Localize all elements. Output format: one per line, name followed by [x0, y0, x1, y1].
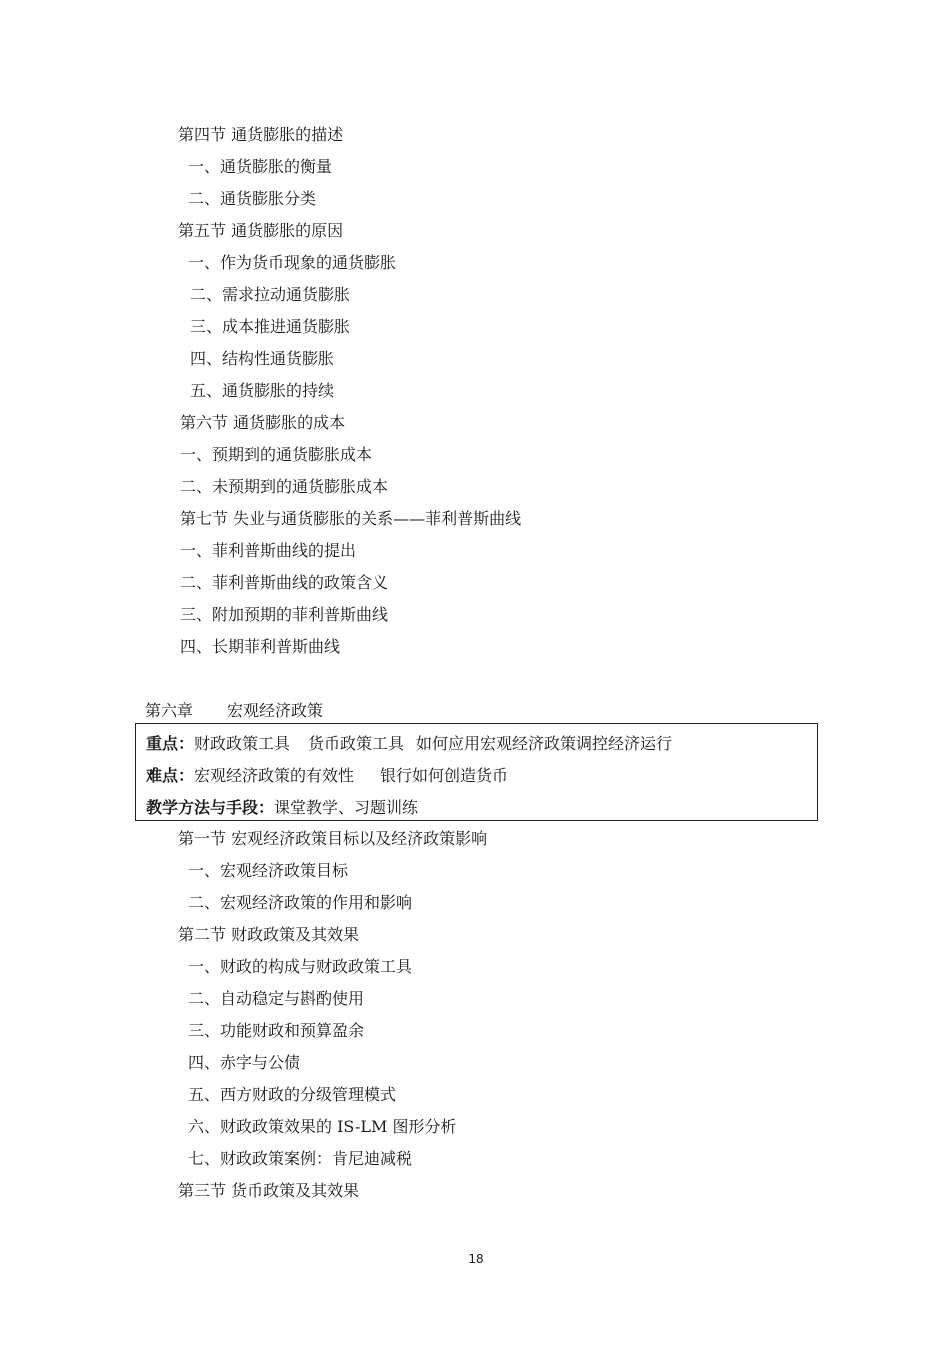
teaching-method-text: 课堂教学、习题训练 [274, 798, 419, 817]
outline-item: 三、成本推进通货膨胀 [190, 317, 351, 336]
key-point-item: 财政政策工具 [194, 734, 291, 753]
outline-item: 四、长期菲利普斯曲线 [180, 637, 341, 656]
outline-item: 四、赤字与公债 [188, 1053, 301, 1072]
key-point-item: 货币政策工具 [308, 734, 405, 753]
section-heading: 第四节 通货膨胀的描述 [178, 125, 344, 144]
outline-item: 二、菲利普斯曲线的政策含义 [180, 573, 389, 592]
section-heading: 第一节 宏观经济政策目标以及经济政策影响 [178, 829, 488, 848]
difficulty-row [146, 766, 508, 786]
teaching-method-label: 教学方法与手段： [146, 798, 275, 817]
outline-item: 二、通货膨胀分类 [188, 189, 317, 208]
chapter-heading [145, 701, 323, 721]
teaching-method-row [146, 798, 418, 818]
outline-item: 三、附加预期的菲利普斯曲线 [180, 605, 389, 624]
difficulty-item: 银行如何创造货币 [380, 766, 509, 785]
key-points-row [146, 734, 672, 754]
outline-item: 七、财政政策案例：肯尼迪减税 [188, 1149, 413, 1168]
key-points-box [135, 723, 818, 821]
outline-item: 五、西方财政的分级管理模式 [188, 1085, 397, 1104]
chapter-number: 第六章 [145, 701, 194, 720]
outline-item: 一、菲利普斯曲线的提出 [180, 541, 357, 560]
outline-item: 一、作为货币现象的通货膨胀 [188, 253, 397, 272]
difficulty-label: 难点： [146, 766, 195, 785]
outline-item: 一、宏观经济政策目标 [188, 861, 349, 880]
outline-item: 一、通货膨胀的衡量 [188, 157, 333, 176]
section-heading: 第六节 通货膨胀的成本 [180, 413, 346, 432]
outline-item: 四、结构性通货膨胀 [190, 349, 335, 368]
key-points-label: 重点： [146, 734, 195, 753]
chapter-title: 宏观经济政策 [227, 701, 324, 720]
section-heading: 第二节 财政政策及其效果 [178, 925, 360, 944]
section-heading: 第五节 通货膨胀的原因 [178, 221, 344, 240]
outline-item: 二、宏观经济政策的作用和影响 [188, 893, 413, 912]
page-number: 18 [468, 1252, 484, 1266]
outline-item: 一、财政的构成与财政政策工具 [188, 957, 413, 976]
outline-item: 二、需求拉动通货膨胀 [190, 285, 351, 304]
outline-item: 一、预期到的通货膨胀成本 [180, 445, 373, 464]
outline-item: 五、通货膨胀的持续 [190, 381, 335, 400]
key-point-item: 如何应用宏观经济政策调控经济运行 [416, 734, 673, 753]
difficulty-item: 宏观经济政策的有效性 [194, 766, 355, 785]
outline-item: 三、功能财政和预算盈余 [188, 1021, 365, 1040]
outline-item: 二、自动稳定与斟酌使用 [188, 989, 365, 1008]
outline-item: 六、财政政策效果的 IS-LM 图形分析 [188, 1117, 457, 1136]
outline-item: 二、未预期到的通货膨胀成本 [180, 477, 389, 496]
section-heading: 第三节 货币政策及其效果 [178, 1181, 360, 1200]
section-heading: 第七节 失业与通货膨胀的关系——菲利普斯曲线 [180, 509, 522, 528]
